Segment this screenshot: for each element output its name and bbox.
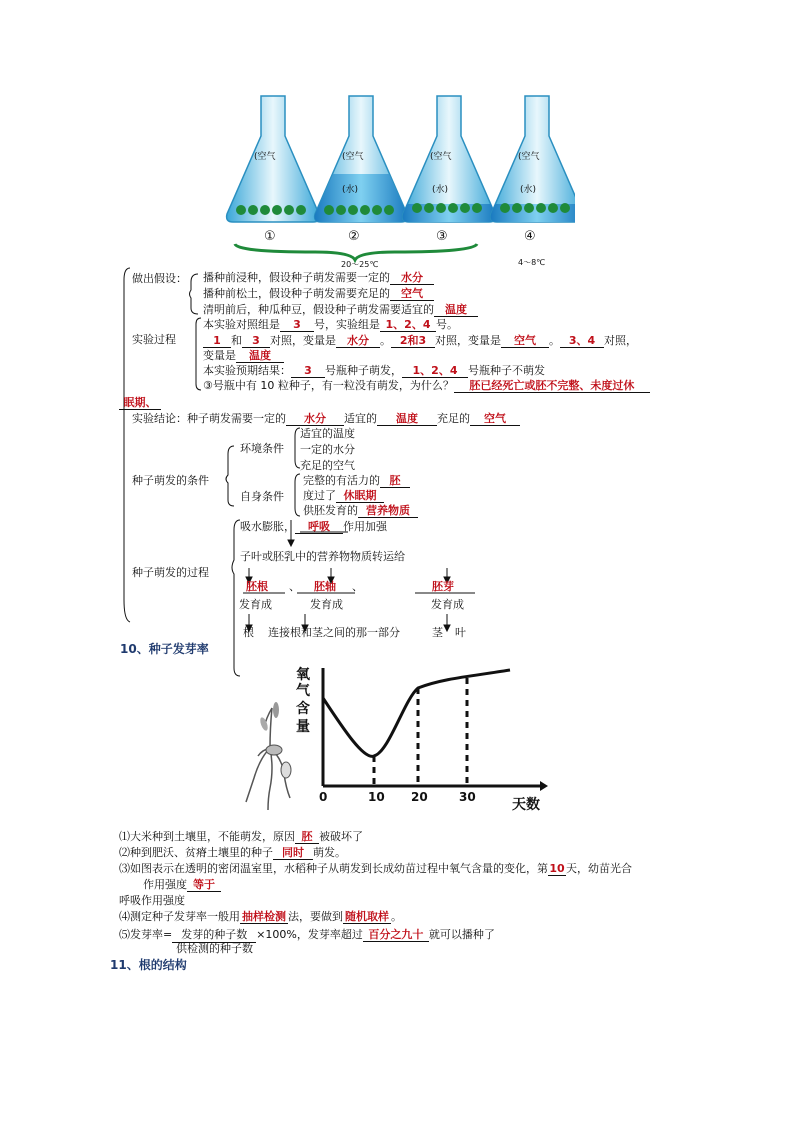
hypothesis-line-2: 播种前松土，假设种子萌发需要充足的 空气 — [203, 287, 434, 301]
flask-number-4: ④ — [524, 229, 536, 244]
out-leaf: 叶 — [455, 626, 466, 639]
process-line-6: 眠期、 — [119, 396, 161, 410]
process-title: 实验过程 — [132, 333, 176, 346]
answer-temperature: 温度 — [434, 304, 478, 317]
answer-water: 水分 — [390, 272, 434, 285]
graph-ylabel-2: 气 — [296, 683, 310, 699]
flask-number-1: ① — [264, 229, 276, 244]
flask-4-air-label: (空气 — [518, 152, 540, 162]
question-3c: 呼吸作用强度 — [119, 894, 185, 907]
env-item-1: 适宜的温度 — [300, 427, 355, 440]
question-3: ⑶如图表示在透明的密闭温室里，水稻种子从萌发到长成幼苗过程中氧气含量的变化，第10天，幼苗光合 — [119, 862, 632, 875]
graph-tick-30: 30 — [459, 790, 476, 804]
section-11-heading: 11、根的结构 — [110, 958, 187, 972]
hypothesis-line-3: 清明前后，种瓜种豆，假设种子萌发需要适宜的 温度 — [203, 303, 478, 317]
conditions-title: 种子萌发的条件 — [132, 474, 209, 487]
process-line-1: 本实验对照组是 3 号，实验组是 1、2、4 号。 — [203, 318, 458, 331]
self-item-3: 供胚发育的 营养物质 — [303, 504, 418, 518]
question-5: ⑸发芽率= 发芽的种子数 ×100%，发芽率超过 百分之九十 就可以播种了 — [119, 928, 495, 941]
self-conditions-label: 自身条件 — [240, 490, 284, 503]
flask-3-air-label: (空气 — [430, 152, 452, 162]
env-item-3: 充足的空气 — [300, 459, 355, 472]
env-item-2: 一定的水分 — [300, 443, 355, 456]
flask-number-3: ③ — [436, 229, 448, 244]
graph-tick-20: 20 — [411, 790, 428, 804]
flask-3-water-label: (水) — [432, 185, 449, 195]
hypothesis-title: 做出假设： — [132, 272, 187, 285]
develop-label-3: 发育成 — [431, 598, 464, 611]
temp-cold-label: 4～8℃ — [518, 258, 546, 267]
graph-ylabel-3: 含 — [296, 701, 310, 717]
temp-warm-label: 20～25℃ — [341, 260, 379, 269]
flask-2-air-label: (空气 — [342, 152, 364, 162]
out-hypocotyl: 连接根和茎之间的那一部分 — [268, 626, 400, 639]
question-2: ⑵种到肥沃、贫瘠土壤里的种子 同时 萌发。 — [119, 846, 346, 859]
process-line-4: 本实验预期结果： 3 号瓶种子萌发， 1、2、4 号瓶种子不萌发 — [203, 364, 545, 377]
germination-plumule: 胚芽 — [432, 580, 454, 593]
question-5-denominator: 供检测的种子数 — [176, 942, 253, 955]
process-line-2: 1 和 3 对照，变量是 水分 。 2和3 对照，变量是 空气 。 3、4 对照， — [203, 334, 637, 348]
develop-label-1: 发育成 — [239, 598, 272, 611]
process-line-5: ③号瓶中有 10 粒种子，有一粒没有萌发，为什么？ 胚已经死亡或胚不完整、未度过休 — [203, 379, 650, 393]
question-4: ⑷测定种子发芽率一般用 抽样检测 法，要做到 随机取样 。 — [119, 910, 402, 923]
graph-ylabel-4: 量 — [296, 719, 310, 735]
out-stem: 茎 — [432, 626, 443, 639]
self-item-1: 完整的有活力的 胚 — [303, 474, 410, 488]
develop-label-2: 发育成 — [310, 598, 343, 611]
section-10-heading: 10、种子发芽率 — [120, 642, 209, 656]
flask-4-water-label: (水) — [520, 185, 537, 195]
question-1: ⑴大米种到土壤里，不能萌发，原因 胚 被破坏了 — [119, 830, 363, 843]
question-3b: 作用强度 等于 — [143, 878, 221, 892]
conclusion-line: 实验结论：种子萌发需要一定的 水分 适宜的 温度 充足的 空气 — [132, 412, 520, 426]
separator-2: 、 — [352, 580, 363, 593]
germination-hypocotyl: 胚轴 — [314, 580, 336, 593]
graph-ylabel-1: 氧 — [296, 667, 310, 683]
separator-1: 、 — [289, 580, 300, 593]
graph-xlabel: 天数 — [512, 797, 540, 813]
germination-line-1: 吸水膨胀， 呼吸 作用加强 — [240, 520, 387, 533]
out-root: 根 — [243, 626, 254, 639]
self-item-2: 度过了 休眠期 — [303, 489, 384, 503]
process-line-3: 变量是 温度 — [203, 349, 284, 363]
flask-number-2: ② — [348, 229, 360, 244]
graph-tick-10: 10 — [368, 790, 385, 804]
germination-radicle: 胚根 — [246, 580, 268, 593]
germination-title: 种子萌发的过程 — [132, 566, 209, 579]
flask-2-water-label: (水) — [342, 185, 359, 195]
env-conditions-label: 环境条件 — [240, 442, 284, 455]
seedling-illustration — [240, 698, 302, 816]
germination-line-2: 子叶或胚乳中的营养物物质转运给 — [240, 550, 405, 563]
flask-1-air-label: (空气 — [254, 152, 276, 162]
graph-tick-0: 0 — [319, 790, 328, 804]
answer-air: 空气 — [390, 288, 434, 301]
hypothesis-line-1: 播种前浸种，假设种子萌发需要一定的 水分 — [203, 271, 434, 285]
